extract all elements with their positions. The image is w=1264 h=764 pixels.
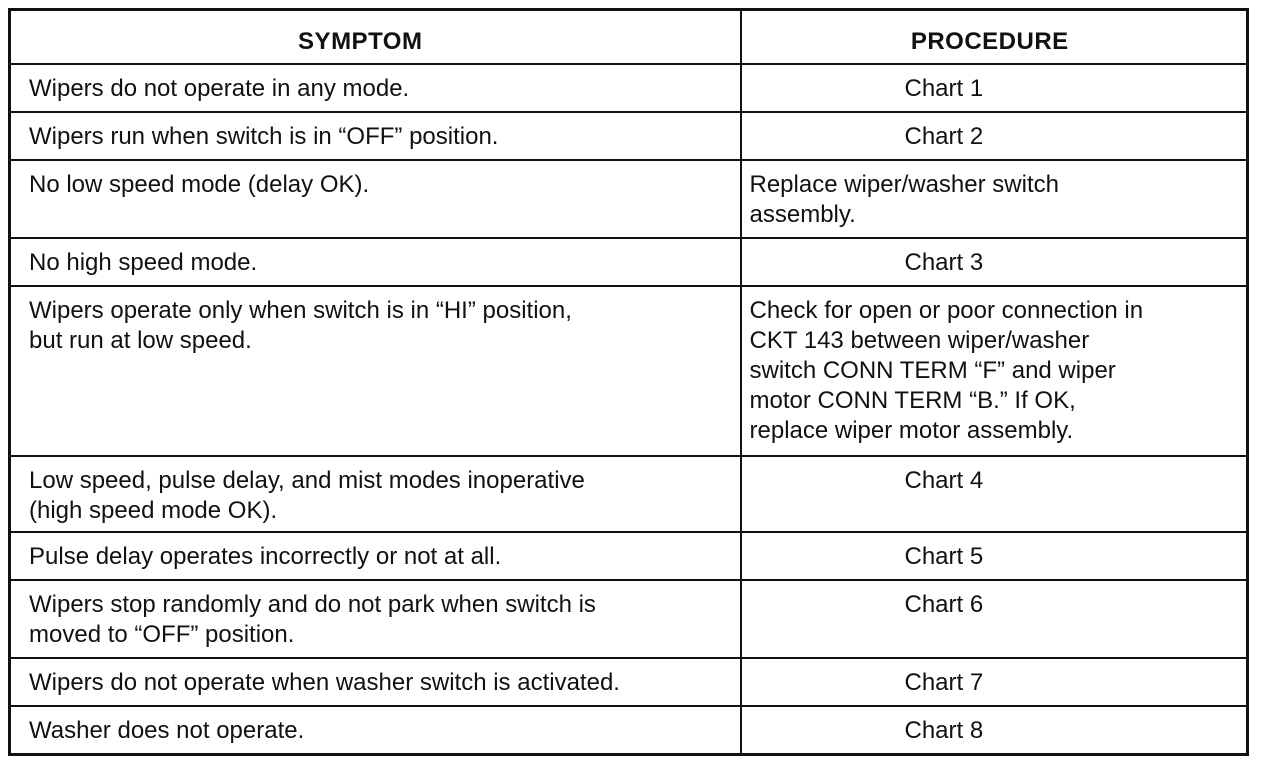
procedure-cell: Chart 7	[741, 658, 1248, 706]
table-row	[10, 112, 1248, 160]
table-row	[10, 238, 1248, 286]
symptom-cell: Low speed, pulse delay, and mist modes inoperative (high speed mode OK).	[10, 456, 741, 532]
procedure-cell: Replace wiper/washer switch assembly.	[741, 160, 1248, 238]
procedure-cell: Chart 5	[741, 532, 1248, 580]
symptom-cell: Pulse delay operates incorrectly or not at all.	[10, 532, 741, 580]
table-row	[10, 64, 1248, 112]
symptom-cell: Washer does not operate.	[10, 706, 741, 755]
procedure-cell: Chart 6	[741, 580, 1248, 658]
procedure-column-header: PROCEDURE	[741, 10, 1248, 65]
symptom-cell: No high speed mode.	[10, 238, 741, 286]
table-row	[10, 658, 1248, 706]
header-row	[10, 10, 1248, 65]
diagnosis-chart	[8, 8, 1246, 756]
table-row	[10, 286, 1248, 456]
procedure-cell: Chart 8	[741, 706, 1248, 755]
procedure-cell: Chart 4	[741, 456, 1248, 532]
symptom-cell: Wipers run when switch is in “OFF” position.	[10, 112, 741, 160]
table-row	[10, 160, 1248, 238]
procedure-cell: Chart 3	[741, 238, 1248, 286]
procedure-cell: Chart 2	[741, 112, 1248, 160]
symptom-cell: Wipers do not operate in any mode.	[10, 64, 741, 112]
symptom-cell: Wipers stop randomly and do not park when switch is moved to “OFF” position.	[10, 580, 741, 658]
symptom-cell: Wipers operate only when switch is in “HI” position, but run at low speed.	[10, 286, 741, 456]
symptom-cell: No low speed mode (delay OK).	[10, 160, 741, 238]
procedure-cell: Check for open or poor connection in CKT 143 between wiper/washer switch CONN TERM “F” and wiper motor CONN TERM “B.” If OK, replace wiper motor assembly.	[741, 286, 1248, 456]
table-row	[10, 580, 1248, 658]
symptom-cell: Wipers do not operate when washer switch is activated.	[10, 658, 741, 706]
table-row	[10, 706, 1248, 755]
table-row	[10, 456, 1248, 532]
symptom-column-header: SYMPTOM	[10, 10, 741, 65]
procedure-cell: Chart 1	[741, 64, 1248, 112]
table-row	[10, 532, 1248, 580]
symptom-procedure-table	[8, 8, 1249, 756]
